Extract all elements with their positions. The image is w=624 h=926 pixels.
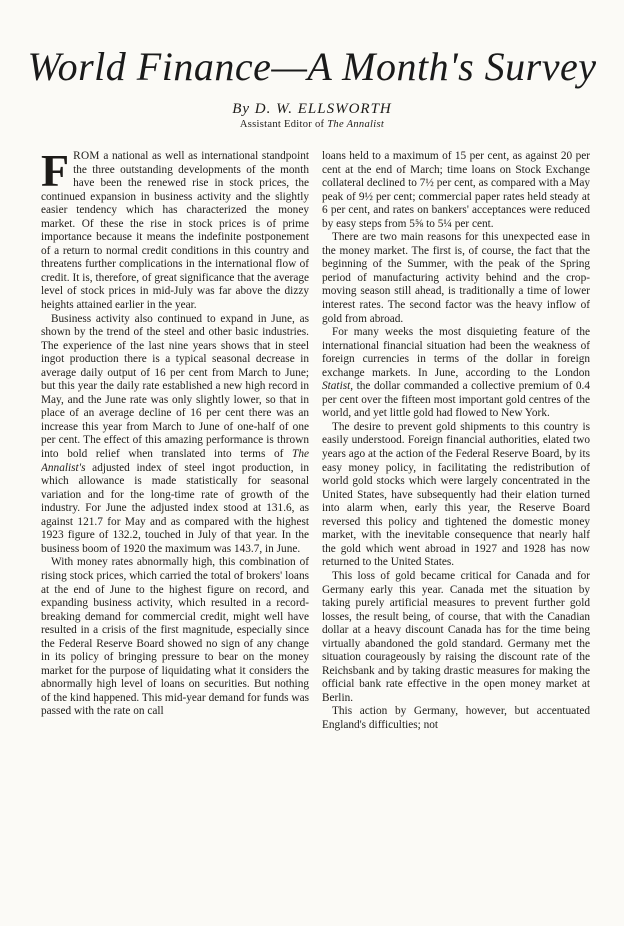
drop-cap: F bbox=[41, 150, 70, 196]
paragraph-2-text-a: Business activity also continued to expand in June, as shown by the trend of the steel and other basic industries. The experience of the last nine years shows that in steel ingot production there is a typical seasonal decrease in average daily output of 16 per cent from March to June; but this year the daily rate established a new high record in May, and the June rate was only slightly lower, so that in place of an average decline of 16 per cent there was an increase this year from March to June of one-half of one per cent. The effect of this amazing performance is thrown into bold relief when translated into terms of bbox=[41, 312, 309, 461]
publication-name: The Annalist bbox=[327, 119, 385, 130]
author-affiliation bbox=[0, 119, 624, 131]
paragraph-4: loans held to a maximum of 15 per cent, as against 20 per cent at the end of March; time loans on Stock Exchange collateral declined to 7½ per cent, as compared with a May peak of 9½ per cent; commercial paper rates held steady at 6 per cent, and rates on bankers' acceptances were reduced by easy steps from 5⅝ to 5¼ per cent. bbox=[322, 150, 590, 230]
paragraph-1-text: a national as well as international standpoint the three outstanding developments of the month have been the renewed rise in stock prices, the continued expansion in business activity and the slightly easier tendency which has characterized the money market. Of these the rise in stock prices is of prime importance because it means the indefinite postponement of a return to normal credit conditions in this country and threatens further complications in the international flow of credit. It is, therefore, of great significance that the average level of stock prices in mid-July was far above the dizzy heights attained earlier in the year. bbox=[41, 150, 309, 312]
paragraph-6-italic: Statist bbox=[322, 380, 351, 393]
column-divider bbox=[313, 150, 314, 885]
paragraph-2-text-b: adjusted index of steel ingot production, in which allowance is made statistically for seasonal variation and for the long-time rate of growth of the industry. For June the adjusted index stood at 131.6, as against 121.7 for May and as compared with the highest 1923 figure of 132.2, touched in July of that year. In the business boom of 1920 the maximum was 143.7, in June. bbox=[41, 461, 309, 555]
paragraph-2 bbox=[41, 313, 309, 557]
paragraph-5: There are two main reasons for this unexpected ease in the money market. The first is, of course, the fact that the beginning of the Summer, with the peak of the Spring period of manufacturing activity behind and the crop-moving season still ahead, is traditionally a time of lower interest rates. The second factor was the heavy inflow of gold from abroad. bbox=[322, 231, 590, 325]
paragraph-6-text-a: For many weeks the most disquieting feature of the international financial situation had been the weakness of foreign currencies in terms of the dollar in foreign exchange markets. In June, according to the London bbox=[322, 326, 590, 379]
paragraph-8: This loss of gold became critical for Canada and for Germany early this year. Canada met the situation by taking purely artificial measures to prevent further gold losses, the result being, of course, that with the Canadian dollar at a heavy discount Canada has for the time being virtually abandoned the gold standard. Germany met the situation courageously by raising the discount rate of the Reichsbank and by taking drastic measures for making the official bank rate effective in the open money market at Berlin. bbox=[322, 569, 590, 704]
paragraph-3: With money rates abnormally high, this combination of rising stock prices, which carried the total of brokers' loans at the end of June to the highest figure on record, and expanding business activity, which resulted in a record-breaking demand for commercial credit, might well have resulted in a crisis of the first magnitude, especially since the Federal Reserve Board showed no sign of any change in its policy of bringing pressure to bear on the money market for the purpose of liquidating what it considers the abnormally high level of loans on securities. But nothing of the kind happened. This mid-year demand for funds was passed with the rate on call bbox=[41, 556, 309, 718]
affiliation-prefix: Assistant Editor of bbox=[239, 119, 328, 130]
right-column bbox=[322, 150, 590, 885]
lead-caps: ROM bbox=[73, 150, 100, 162]
paragraph-7: The desire to prevent gold shipments to this country is easily understood. Foreign financial authorities, elated two years ago at the action of the Federal Reserve Board, by its easy money policy, in facilitating the redistribution of world gold stocks which were largely concentrated in the United States, have subsequently had their elation turned into alarm when, early this year, the Reserve Board reversed this policy and tightened the domestic money market, with the inevitable consequence that nearly half the gold which went abroad in 1927 and 1928 has now returned to the United States. bbox=[322, 420, 590, 569]
paragraph-6-text-b: , the dollar commanded a collective premium of 0.4 per cent over the fifteen most important gold centres of the world, and yet little gold had flowed to New York. bbox=[322, 380, 590, 420]
article-title: World Finance—A Month's Survey bbox=[27, 44, 597, 89]
paragraph-6 bbox=[322, 326, 590, 421]
left-column bbox=[41, 150, 309, 885]
article-byline: By D. W. ELLSWORTH bbox=[232, 101, 392, 117]
paragraph-1 bbox=[41, 150, 309, 313]
paragraph-2-italic: The Annalist's bbox=[41, 448, 309, 474]
paragraph-9: This action by Germany, however, but accentuated England's difficulties; not bbox=[322, 705, 590, 731]
